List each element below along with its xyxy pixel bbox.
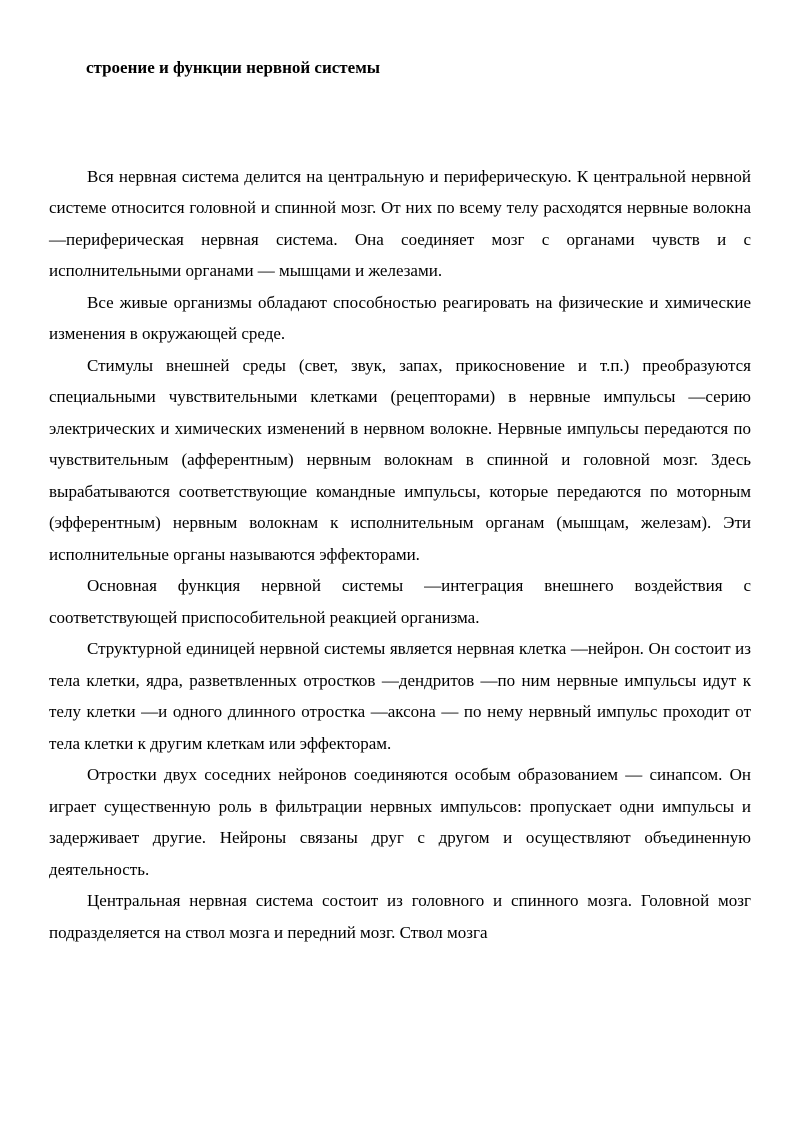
paragraph: Структурной единицей нервной системы является нервная клетка —нейрон. Он состоит из тела клетки, ядра, разветвленных отростков —дендритов —по ним нервные импульсы идут к телу клетки —и одного длинного отростка —аксона — по нему нервный импульс проходит от тела клетки к другим клеткам или эффекторам. [49, 639, 751, 753]
document-title: строение и функции нервной системы [86, 58, 381, 77]
paragraph: Основная функция нервной системы —интеграция внешнего воздействия с соответствующей приспособительной реакцией организма. [49, 576, 751, 627]
paragraph: Вся нервная система делится на центральную и периферическую. К центральной нервной системе относится головной и спинной мозг. От них по всему телу расходятся нервные волокна —периферическая нервная система. Она соединяет мозг с органами чувств и с исполнительными органами — мышцами и железами. [49, 166, 751, 280]
paragraph: Стимулы внешней среды (свет, звук, запах, прикосновение и т.п.) преобразуются специальными чувствительными клетками (рецепторами) в нервные импульсы —серию электрических и химических изменений в нервном волокне. Нервные импульсы передаются по чувствительным (афферентным) нервным волокнам в спинной и головной мозг. Здесь вырабатываются соответствующие командные импульсы, которые передаются по моторным (эфферентным) нервным волокнам к исполнительным органам (мышцам, железам). Эти исполнительные органы называются эффекторами. [49, 355, 751, 564]
paragraph: Все живые организмы обладают способностью реагировать на физические и химические изменения в окружающей среде. [49, 292, 751, 343]
document-body [49, 161, 751, 949]
paragraph: Центральная нервная система состоит из головного и спинного мозга. Головной мозг подразделяется на ствол мозга и передний мозг. Ствол мозга [49, 891, 751, 942]
paragraph: Отростки двух соседних нейронов соединяются особым образованием — синапсом. Он играет существенную роль в фильтрации нервных импульсов: пропускает одни импульсы и задерживает другие. Нейроны связаны друг с другом и осуществляют объединенную деятельность. [49, 765, 751, 879]
